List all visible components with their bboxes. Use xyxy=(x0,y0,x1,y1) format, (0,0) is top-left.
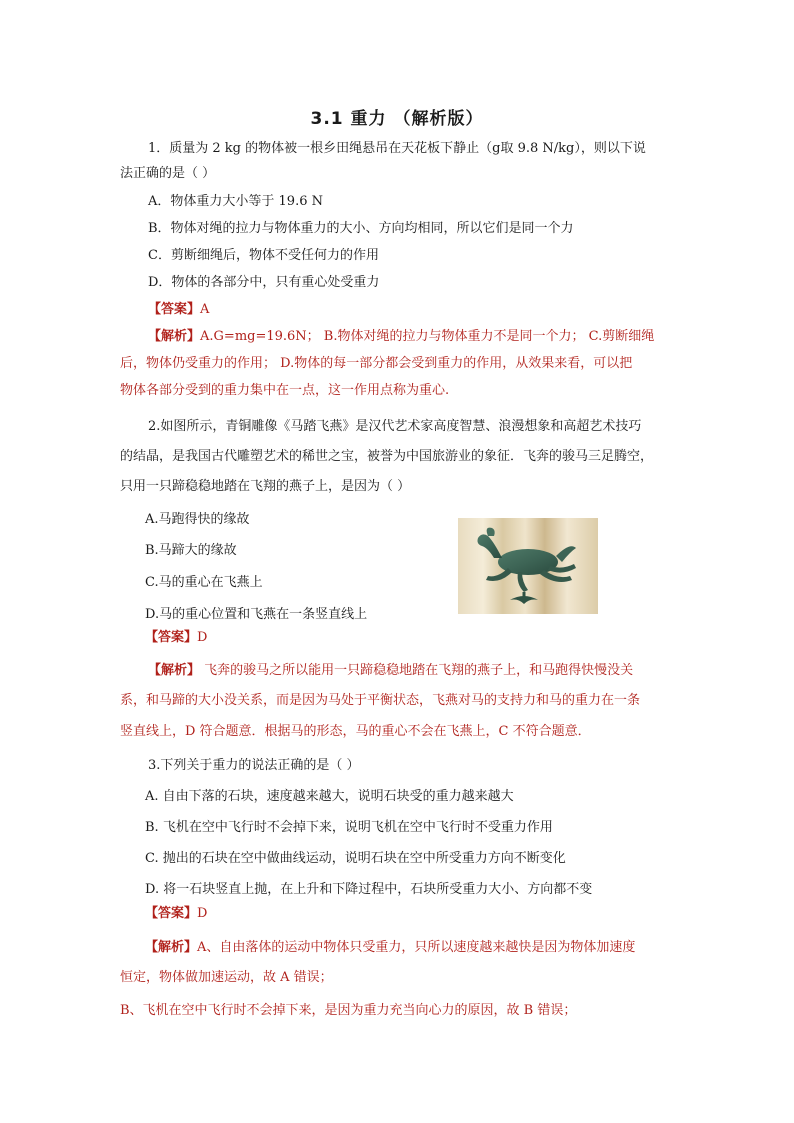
q2-analysis-line2: 系，和马蹄的大小没关系，而是因为马处于平衡状态，飞燕对马的支持力和马的重力在一条 xyxy=(120,693,641,708)
analysis-text: 飞奔的骏马之所以能用一只蹄稳稳地踏在飞翔的燕子上，和马跑得快慢没关 xyxy=(200,663,634,678)
page-title: 3.1 重力 （解析版） xyxy=(310,109,484,129)
answer-tag: 【答案】 xyxy=(148,302,201,317)
q1-analysis-line3: 物体各部分受到的重力集中在一点，这一作用点称为重心. xyxy=(120,383,450,398)
q1-answer xyxy=(148,300,209,320)
q1-stem-line2: 法正确的是（ ） xyxy=(120,166,216,181)
q2-stem-line1: 2.如图所示，青铜雕像《马踏飞燕》是汉代艺术家高度智慧、浪漫想象和高超艺术技巧 xyxy=(148,419,642,434)
horse-statue-illustration xyxy=(458,518,598,614)
answer-value: D xyxy=(197,630,208,645)
q2-analysis-line3: 竖直线上，D 符合题意．根据马的形态，马的重心不会在飞燕上，C 不符合题意． xyxy=(120,724,591,739)
q2-answer xyxy=(145,628,207,648)
q1-option-b: B．物体对绳的拉力与物体重力的大小、方向均相同，所以它们是同一个力 xyxy=(148,221,574,236)
q3-option-a: A. 自由下落的石块，速度越来越大，说明石块受的重力越来越大 xyxy=(145,789,514,804)
analysis-tag: 【解析】 xyxy=(145,940,198,955)
q2-analysis-line1 xyxy=(148,661,633,681)
answer-tag: 【答案】 xyxy=(145,630,198,645)
answer-value: A xyxy=(200,302,210,317)
q2-stem-line3: 只用一只蹄稳稳地踏在飞翔的燕子上，是因为（ ） xyxy=(120,479,411,494)
q2-stem-line2: 的结晶，是我国古代雕塑艺术的稀世之宝，被誉为中国旅游业的象征．飞奔的骏马三足腾空， xyxy=(120,449,654,464)
q2-option-d: D.马的重心位置和飞燕在一条竖直线上 xyxy=(145,607,368,622)
q3-option-c: C. 抛出的石块在空中做曲线运动，说明石块在空中所受重力方向不断变化 xyxy=(145,851,566,866)
q1-stem-line1: 1．质量为 2 kg 的物体被一根乡田绳悬吊在天花板下静止（g取 9.8 N/kg），则以下说 xyxy=(148,141,646,156)
q1-option-c: C．剪断细绳后，物体不受任何力的作用 xyxy=(148,248,379,263)
q3-analysis-line1 xyxy=(145,938,635,958)
q3-option-b: B. 飞机在空中飞行时不会掉下来，说明飞机在空中飞行时不受重力作用 xyxy=(145,820,553,835)
q1-option-a: A．物体重力大小等于 19.6 N xyxy=(148,194,323,209)
q2-option-b: B.马蹄大的缘故 xyxy=(145,543,237,558)
q2-option-a: A.马跑得快的缘故 xyxy=(145,512,250,527)
q1-option-d: D．物体的各部分中，只有重心处受重力 xyxy=(148,275,380,290)
q2-option-c: C.马的重心在飞燕上 xyxy=(145,575,263,590)
q3-analysis-line3: B、飞机在空中飞行时不会掉下来，是因为重力充当向心力的原因，故 B 错误； xyxy=(120,1003,577,1018)
q3-answer xyxy=(145,904,207,924)
q1-analysis-line2: 后，物体仍受重力的作用； D.物体的每一部分都会受到重力的作用，从效果来看，可以把 xyxy=(120,356,633,371)
q1-analysis-line1 xyxy=(148,327,654,347)
analysis-text: A、自由落体的运动中物体只受重力，只所以速度越来越快是因为物体加速度 xyxy=(197,940,636,955)
answer-value: D xyxy=(197,906,208,921)
q3-analysis-line2: 恒定，物体做加速运动，故 A 错误； xyxy=(120,970,333,985)
analysis-tag: 【解析】 xyxy=(148,663,201,678)
analysis-tag: 【解析】 xyxy=(148,329,201,344)
q3-option-d: D. 将一石块竖直上抛，在上升和下降过程中，石块所受重力大小、方向都不变 xyxy=(145,882,593,897)
answer-tag: 【答案】 xyxy=(145,906,198,921)
bronze-horse-image xyxy=(458,518,598,614)
analysis-text: A.G=mg=19.6N； B.物体对绳的拉力与物体重力不是同一个力； C.剪断细绳 xyxy=(200,329,655,344)
q3-stem: 3.下列关于重力的说法正确的是（ ） xyxy=(148,758,360,773)
